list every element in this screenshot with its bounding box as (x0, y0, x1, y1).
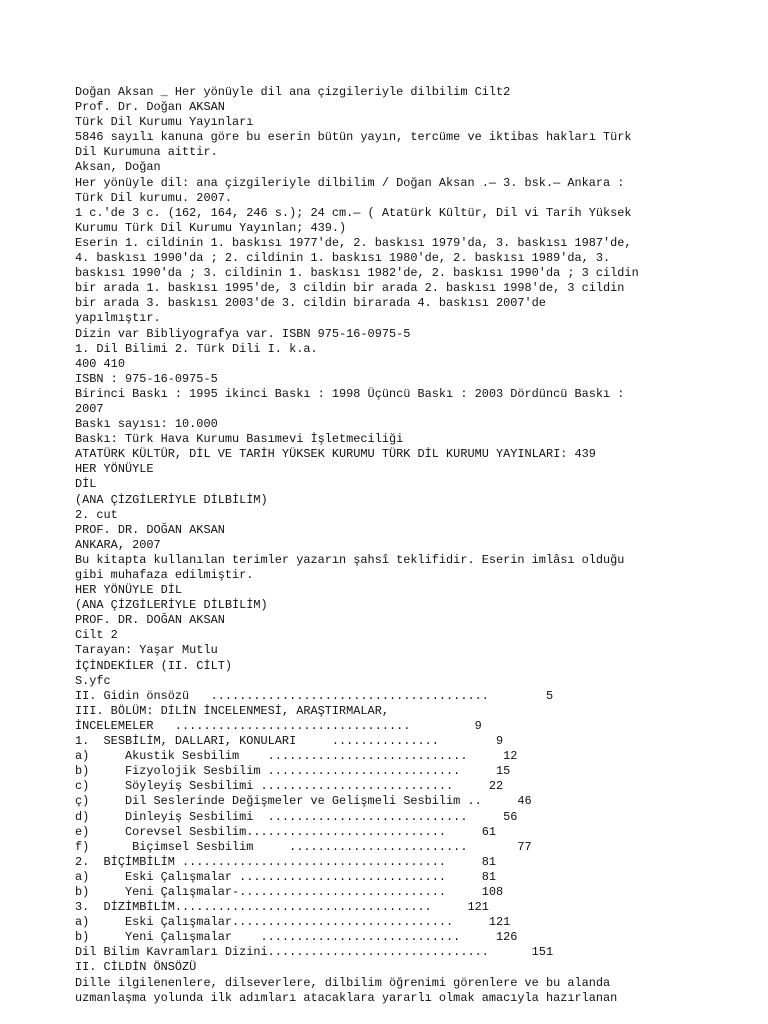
text-line: Baskı: Türk Hava Kurumu Basımevi İşletmeciliği (75, 432, 404, 447)
text-line: 1. SESBİLİM, DALLARI, KONULARI ............... 9 (75, 734, 504, 749)
text-line: Türk Dil kurumu. 2007. (75, 190, 232, 205)
text-line: b) Yeni Çalışmalar ............................ 126 (75, 930, 518, 945)
text-line: III. BÖLÜM: DİLİN İNCELENMESİ, ARAŞTIRMALAR, (75, 703, 389, 718)
text-line: ATATÜRK KÜLTÜR, DİL VE TARİH YÜKSEK KURUMU TÜRK DİL KURUMU YAYINLARI: 439 (75, 447, 596, 462)
text-line: Her yönüyle dil: ana çizgileriyle dilbilim / Doğan Aksan .— 3. bsk.— Ankara : (75, 175, 625, 190)
text-line: Prof. Dr. Doğan AKSAN (75, 100, 225, 115)
text-line: Dil Bilim Kavramları Dizini............................... 151 (75, 945, 554, 960)
text-line: ANKARA, 2007 (75, 537, 161, 552)
text-line: e) Corevsel Sesbilim............................ 61 (75, 824, 496, 839)
text-line: 400 410 (75, 356, 125, 371)
text-line: II. Gidin önsözü ....................................... 5 (75, 688, 554, 703)
text-line: baskısı 1990'da ; 3. cildinin 1. baskısı 1982'de, 2. baskısı 1990'da ; 3 cildin (75, 266, 639, 281)
text-line: Dil Kurumuna aittir. (75, 145, 218, 160)
text-line: İNCELEMELER ................................. 9 (75, 718, 482, 733)
text-line: II. CİLDİN ÖNSÖZÜ (75, 960, 197, 975)
text-line: d) Dinleyiş Sesbilimi ............................ 56 (75, 809, 518, 824)
text-line: bir arada 1. baskısı 1995'de, 3 cildin bir arada 2. baskısı 1998'de, 3 cildin (75, 281, 625, 296)
text-line: 1 c.'de 3 c. (162, 164, 246 s.); 24 cm.— ( Atatürk Kültür, Dil vi Tarih Yüksek (75, 205, 632, 220)
text-line: PROF. DR. DOĞAN AKSAN (75, 522, 225, 537)
text-line: DİL (75, 477, 97, 492)
text-line: f) Biçimsel Sesbilim ......................... 77 (75, 839, 532, 854)
text-line: (ANA ÇİZGİLERİYLE DİLBİLİM) (75, 598, 268, 613)
text-line: HER YÖNÜYLE DİL (75, 583, 183, 598)
text-line: 2. BİÇİMBİLİM ..................................... 81 (75, 854, 496, 869)
document-page (75, 85, 755, 1006)
text-line: a) Akustik Sesbilim ............................ 12 (75, 749, 518, 764)
text-line: a) Eski Çalışmalar............................... 121 (75, 915, 511, 930)
text-line: 2. cut (75, 507, 118, 522)
text-line: Cilt 2 (75, 628, 118, 643)
text-line: S.yfc (75, 673, 111, 688)
text-line: 1. Dil Bilimi 2. Türk Dili I. k.a. (75, 341, 318, 356)
text-line: c) Söyleyiş Sesbilimi ........................... 22 (75, 779, 504, 794)
text-line: Bu kitapta kullanılan terimler yazarın şahsî teklifidir. Eserin imlâsı olduğu (75, 552, 625, 567)
text-line: Dizin var Bibliyografya var. ISBN 975-16-0975-5 (75, 326, 411, 341)
text-line: 2007 (75, 401, 104, 416)
text-line: Dille ilgilenenlere, dilseverlere, dilbilim öğrenimi görenlere ve bu alanda (75, 975, 611, 990)
text-line: PROF. DR. DOĞAN AKSAN (75, 613, 225, 628)
text-line: ç) Dil Seslerinde Değişmeler ve Gelişmeli Sesbilim .. 46 (75, 794, 532, 809)
text-line: 5846 sayılı kanuna göre bu eserin bütün yayın, tercüme ve iktibas hakları Türk (75, 130, 632, 145)
text-line: Eserin 1. cildinin 1. baskısı 1977'de, 2. baskısı 1979'da, 3. baskısı 1987'de, (75, 235, 632, 250)
text-line: bir arada 3. baskısı 2003'de 3. cildin birarada 4. baskısı 2007'de (75, 296, 546, 311)
text-line: 3. DİZİMBİLİM.................................... 121 (75, 900, 489, 915)
text-line: 4. baskısı 1990'da ; 2. cildinin 1. baskısı 1980'de, 2. baskısı 1989'da, 3. (75, 251, 611, 266)
text-line: Türk Dil Kurumu Yayınları (75, 115, 254, 130)
text-line: Aksan, Doğan (75, 160, 161, 175)
text-line: HER YÖNÜYLE (75, 462, 154, 477)
text-line: (ANA ÇİZGİLERİYLE DİLBİLİM) (75, 492, 268, 507)
text-line: yapılmıştır. (75, 311, 161, 326)
text-line: uzmanlaşma yolunda ilk adımları atacaklara yararlı olmak amacıyla hazırlanan (75, 990, 618, 1005)
text-line: Birinci Baskı : 1995 ikinci Baskı : 1998 Üçüncü Baskı : 2003 Dördüncü Baskı : (75, 386, 625, 401)
text-line: Doğan Aksan _ Her yönüyle dil ana çizgileriyle dilbilim Cilt2 (75, 85, 511, 99)
text-line: gibi muhafaza edilmiştir. (75, 568, 254, 582)
text-line: ISBN : 975-16-0975-5 (75, 371, 218, 386)
text-line: b) Yeni Çalışmalar-............................. 108 (75, 884, 504, 899)
text-line: Baskı sayısı: 10.000 (75, 417, 218, 432)
text-line: b) Fizyolojik Sesbilim ........................... 15 (75, 764, 511, 779)
text-line: Kurumu Türk Dil Kurumu Yayınlan; 439.) (75, 220, 347, 235)
text-line: a) Eski Çalışmalar ............................. 81 (75, 869, 496, 884)
text-line: Tarayan: Yaşar Mutlu (75, 643, 218, 658)
text-line: İÇİNDEKİLER (II. CİLT) (75, 658, 232, 673)
